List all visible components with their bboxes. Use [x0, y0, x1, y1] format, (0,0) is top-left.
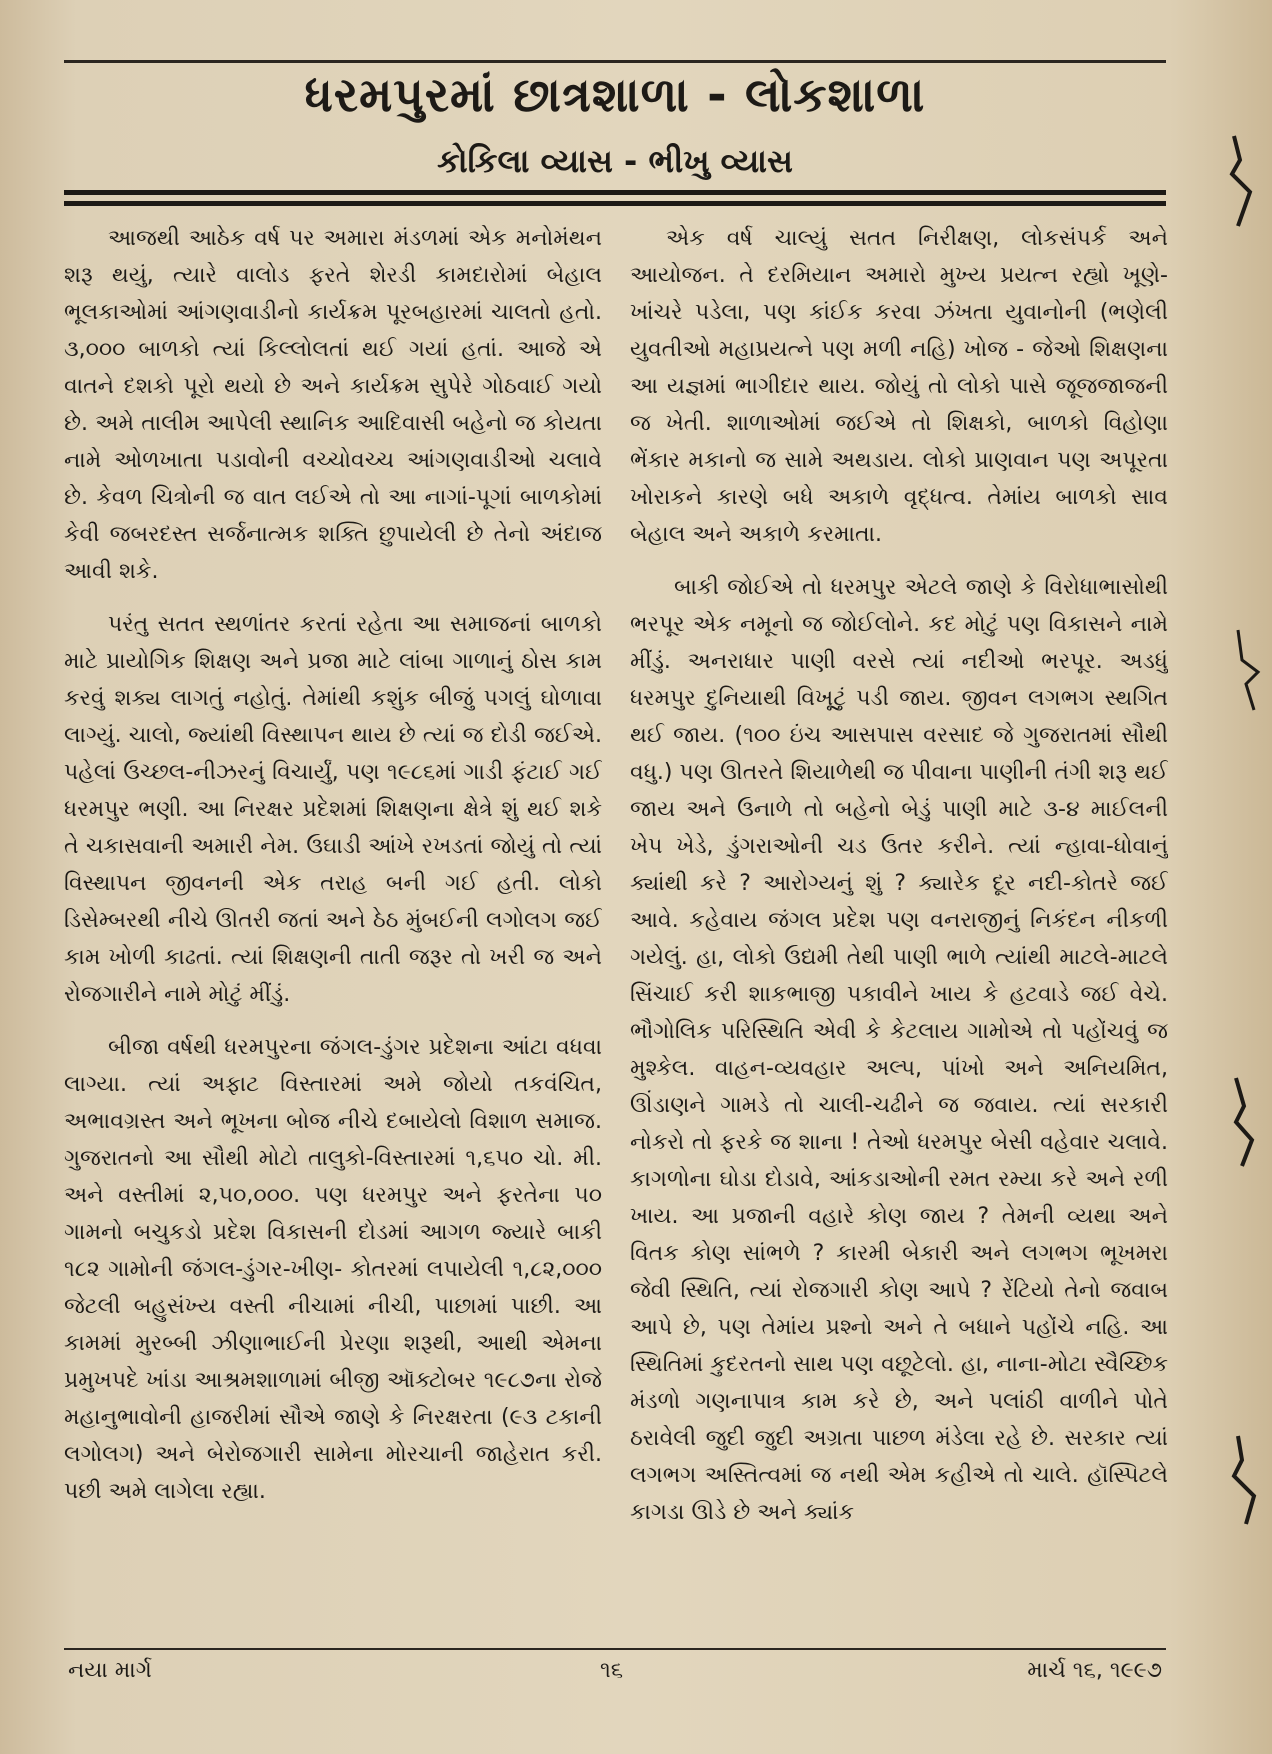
paragraph: પરંતુ સતત સ્થળાંતર કરતાં રહેતા આ સમાજનાં બાળકો માટે પ્રાયોગિક શિક્ષણ અને પ્રજા માટે લાંબા ગાળાનું ઠોસ કામ કરવું શક્ય લાગતું નહોતું. તેમાંથી કશુંક બીજું પગલું ઘોળાવા લાગ્યું. ચાલો, જ્યાંથી વિસ્થાપન થાય છે ત્યાં જ દોડી જઈએ. પહેલાં ઉચ્છલ-નીઝરનું વિચાર્યું, પણ ૧૯૮૬માં ગાડી ફંટાઈ ગઈ ધરમપુર ભણી. આ નિરક્ષર પ્રદેશમાં શિક્ષણના ક્ષેત્રે શું થઈ શકે તે ચકાસવાની અમારી નેમ. ઉઘાડી આંખે રખડતાં જોયું તો ત્યાં વિસ્થાપન જીવનની એક તરાહ બની ગઈ હતી. લોકો ડિસેમ્બરથી નીચે ઊતરી જતાં અને ઠેઠ મુંબઈની લગોલગ જઈ કામ ખોળી કાઢતાં. ત્યાં શિક્ષણની તાતી જરૂર તો ખરી જ અને રોજગારીને નામે મોટું મીંડું. [64, 612, 602, 1007]
left-column [64, 220, 602, 1630]
paragraph: બીજા વર્ષથી ધરમપુરના જંગલ-ડુંગર પ્રદેશના આંટા વધવા લાગ્યા. ત્યાં અફાટ વિસ્તારમાં અમે જોયો તકવંચિત, અભાવગ્રસ્ત અને ભૂખના બોજ નીચે દબાયેલો વિશાળ સમાજ. ગુજરાતનો આ સૌથી મોટો તાલુકો-વિસ્તારમાં ૧,૬૫૦ ચો. મી. અને વસ્તીમાં ૨,૫૦,૦૦૦. પણ ધરમપુર અને ફરતેના ૫૦ ગામનો બચુકડો પ્રદેશ વિકાસની દોડમાં આગળ જ્યારે બાકી ૧૮૨ ગામોની જંગલ-ડુંગર-ખીણ- કોતરમાં લપાયેલી ૧,૮૨,૦૦૦ જેટલી બહુસંખ્ય વસ્તી નીચામાં નીચી, પાછામાં પાછી. આ કામમાં મુરબ્બી ઝીણાભાઈની પ્રેરણા શરૂથી, આથી એમના પ્રમુખપદે ખાંડા આશ્રમશાળામાં બીજી ઑક્ટોબર ૧૯૮૭ના રોજે મહાનુભાવોની હાજરીમાં સૌએ જાણે કે નિરક્ષરતા (૯૩ ટકાની લગોલગ) અને બેરોજગારી સામેના મોરચાની જાહેરાત કરી. પછી અમે લાગેલા રહ્યા. [64, 1035, 602, 1504]
paragraph: એક વર્ષ ચાલ્યું સતત નિરીક્ષણ, લોકસંપર્ક અને આયોજન. તે દરમિયાન અમારો મુખ્ય પ્રયત્ન રહ્યો ખૂણે-ખાંચરે પડેલા, પણ કાંઈક કરવા ઝંખતા યુવાનોની (ભણેલી યુવતીઓ મહાપ્રયત્ને પણ મળી નહિ) ખોજ - જેઓ શિક્ષણના આ યજ્ઞમાં ભાગીદાર થાય. જોયું તો લોકો પાસે જૂજજાજની જ ખેતી. શાળાઓમાં જઈએ તો શિક્ષકો, બાળકો વિહોણા ભેંકાર મકાનો જ સામે અથડાય. લોકો પ્રાણવાન પણ અપૂરતા ખોરાકને કારણે બધે અકાળે વૃદ્ધત્વ. તેમાંય બાળકો સાવ બેહાલ અને અકાળે કરમાતા. [630, 226, 1168, 547]
footer-date: માર્ચ ૧૬, ૧૯૯૭ [1027, 1658, 1162, 1683]
top-rule [64, 60, 1166, 63]
binder-clip-icon [1228, 130, 1272, 230]
paragraph: આજથી આઠેક વર્ષ પર અમારા મંડળમાં એક મનોમંથન શરૂ થયું, ત્યારે વાલોડ ફરતે શેરડી કામદારોમાં બેહાલ ભૂલકાઓમાં આંગણવાડીનો કાર્યક્રમ પૂરબહારમાં ચાલતો હતો. ૩,૦૦૦ બાળકો ત્યાં કિલ્લોલતાં થઈ ગયાં હતાં. આજે એ વાતને દશકો પૂરો થયો છે અને કાર્યક્રમ સુપેરે ગોઠવાઈ ગયો છે. અમે તાલીમ આપેલી સ્થાનિક આદિવાસી બહેનો જ કોયતા નામે ઓળખાતા પડાવોની વચ્ચોવચ્ચ આંગણવાડીઓ ચલાવે છે. કેવળ ચિત્રોની જ વાત લઈએ તો આ નાગાં-પૂગાં બાળકોમાં કેવી જબરદસ્ત સર્જનાત્મક શક્તિ છુપાયેલી છે તેનો અંદાજ આવી શકે. [64, 226, 602, 584]
article-title: ધરમપુરમાં છાત્રશાળા - લોકશાળા [304, 68, 926, 123]
title-rule-lower [64, 201, 1166, 206]
footer-page-number: ૧૬ [600, 1658, 624, 1683]
article-byline: કોકિલા વ્યાસ - ભીખુ વ્યાસ [437, 142, 793, 180]
binder-clip-icon [1228, 620, 1272, 720]
binder-clip-icon [1228, 1070, 1272, 1170]
right-column [630, 220, 1168, 1630]
title-rule-upper [64, 190, 1166, 195]
footer-publication: નયા માર્ગ [68, 1658, 152, 1683]
binder-clip-icon [1228, 1430, 1272, 1530]
paragraph: બાકી જોઈએ તો ધરમપુર એટલે જાણે કે વિરોધાભાસોથી ભરપૂર એક નમૂનો જ જોઈલોને. કદ મોટું પણ વિકાસને નામે મીંડું. અનરાધાર પાણી વરસે ત્યાં નદીઓ ભરપૂર. અડધું ધરમપુર દુનિયાથી વિખૂટું પડી જાય. જીવન લગભગ સ્થગિત થઈ જાય. (૧૦૦ ઇંચ આસપાસ વરસાદ જે ગુજરાતમાં સૌથી વધુ.) પણ ઊતરતે શિયાળેથી જ પીવાના પાણીની તંગી શરૂ થઈ જાય અને ઉનાળે તો બહેનો બેડું પાણી માટે ૩-૪ માઈલની ખેપ ખેડે, ડુંગરાઓની ચડ ઉતર કરીને. ત્યાં ન્હાવા-ધોવાનું ક્યાંથી કરે ? આરોગ્યનું શું ? ક્યારેક દૂર નદી-કોતરે જઈ આવે. કહેવાય જંગલ પ્રદેશ પણ વનરાજીનું નિકંદન નીકળી ગયેલું. હા, લોકો ઉદ્યમી તેથી પાણી ભાળે ત્યાંથી માટલે-માટલે સિંચાઈ કરી શાકભાજી પકાવીને ખાય કે હટવાડે જઈ વેચે. ભૌગોલિક પરિસ્થિતિ એવી કે કેટલાય ગામોએ તો પહોંચવું જ મુશ્કેલ. વાહન-વ્યવહાર અલ્પ, પાંખો અને અનિયમિત, ઊંડાણને ગામડે તો ચાલી-ચઢીને જ જવાય. ત્યાં સરકારી નોકરો તો ફરકે જ શાના ! તેઓ ધરમપુર બેસી વહેવાર ચલાવે. કાગળોના ઘોડા દોડાવે, આંકડાઓની રમત રમ્યા કરે અને રળી ખાય. આ પ્રજાની વહારે કોણ જાય ? તેમની વ્યથા અને વિતક કોણ સાંભળે ? કારમી બેકારી અને લગભગ ભૂખમરા જેવી સ્થિતિ, ત્યાં રોજગારી કોણ આપે ? રેંટિયો તેનો જવાબ આપે છે, પણ તેમાંય પ્રશ્નો અને તે બધાને પહોંચે નહિ. આ સ્થિતિમાં કુદરતનો સાથ પણ વછૂટેલો. હા, નાના-મોટા સ્વૈચ્છિક મંડળો ગણનાપાત્ર કામ કરે છે, અને પલાંઠી વાળીને પોતે ઠરાવેલી જુદી જુદી અગ્રતા પાછળ મંડેલા રહે છે. સરકાર ત્યાં લગભગ અસ્તિત્વમાં જ નથી એમ કહીએ તો ચાલે. હૉસ્પિટલે કાગડા ઊડે છે અને ક્યાંક [630, 575, 1168, 1525]
footer-rule [64, 1648, 1166, 1650]
